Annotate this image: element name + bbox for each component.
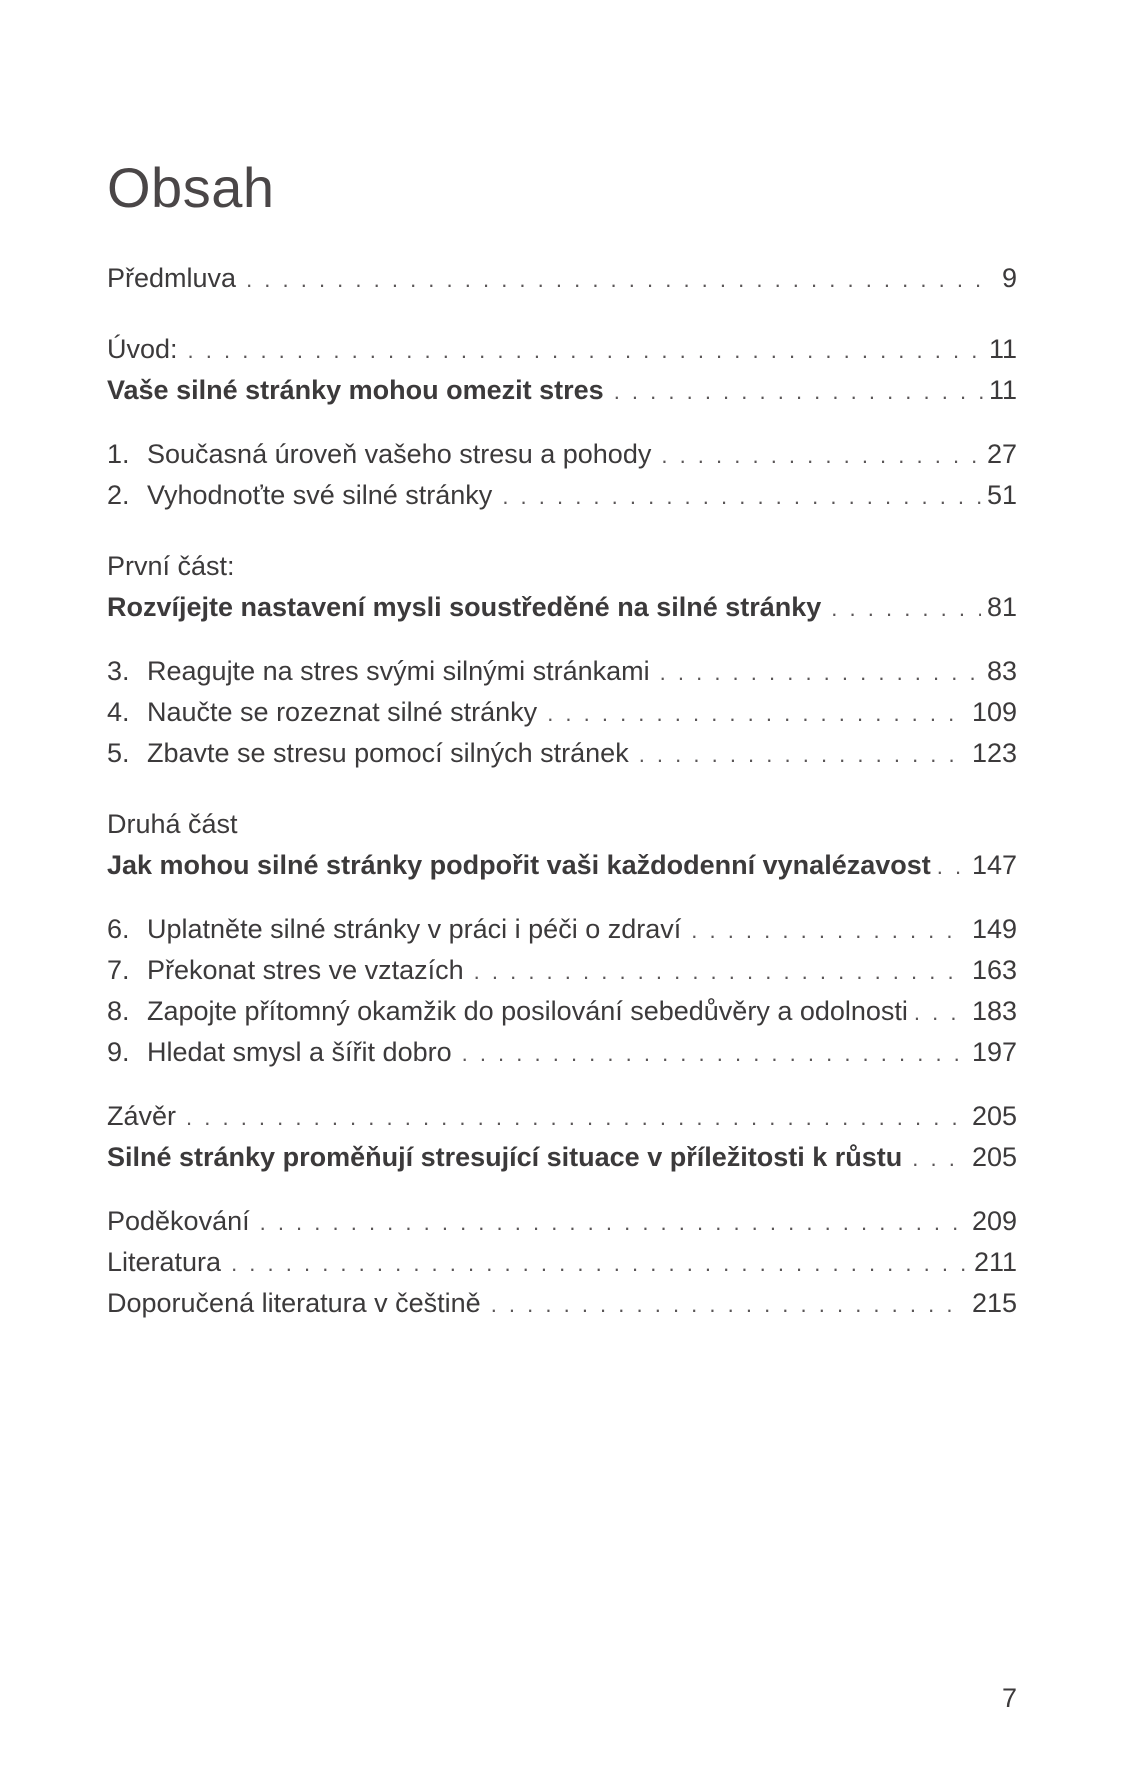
toc-entry-chapter-4[interactable] (107, 692, 1017, 733)
toc-label: Uplatněte silné stránky v práci i péči o zdraví (147, 914, 682, 944)
leader-dots (914, 992, 966, 1033)
leader-dots (186, 1097, 966, 1138)
leader-dots (491, 1284, 966, 1325)
toc-label: Rozvíjejte nastavení mysli soustředěné na silné stránky (107, 592, 822, 622)
toc-page-number: 123 (971, 738, 1017, 768)
toc-page-number: 11 (988, 375, 1017, 405)
toc-label: Jak mohou silné stránky podpořit vaši každodenní vynalézavost (107, 850, 931, 880)
toc-entry-literatura[interactable] (107, 1242, 1017, 1283)
toc-entry-chapter-7[interactable] (107, 950, 1017, 991)
leader-dots (547, 693, 966, 734)
toc-label: Současná úroveň vašeho stresu a pohody (147, 439, 652, 469)
toc-label: Doporučená literatura v češtině (107, 1288, 481, 1318)
toc-page-number: 215 (971, 1288, 1017, 1318)
leader-dots (639, 734, 966, 775)
leader-dots (660, 652, 981, 693)
toc-label: Hledat smysl a šířit dobro (147, 1037, 452, 1067)
toc-entry-doporucena-literatura[interactable] (107, 1283, 1017, 1324)
toc-page-number: 209 (971, 1206, 1017, 1236)
toc-page-number: 11 (988, 334, 1017, 364)
toc-label: Silné stránky proměňují stresující situace v příležitosti k růstu (107, 1142, 903, 1172)
toc-page-number: 205 (971, 1101, 1017, 1131)
toc-page-number: 211 (973, 1247, 1017, 1277)
toc-entry-chapter-8[interactable] (107, 991, 1017, 1032)
toc-page-number: 9 (1001, 263, 1017, 293)
toc-label: Úvod: (107, 334, 178, 364)
toc-label: Závěr (107, 1101, 177, 1131)
page-title: Obsah (107, 156, 275, 219)
chapter-number: 3. (107, 656, 130, 686)
toc-label: Vyhodnoťte své silné stránky (147, 480, 493, 510)
leader-dots (260, 1202, 966, 1243)
toc-entry-uvod-title[interactable] (107, 370, 1017, 411)
toc-page-number: 51 (986, 480, 1017, 510)
toc-entry-zaver-heading[interactable] (107, 1096, 1017, 1137)
leader-dots (912, 1138, 966, 1179)
toc-page-number: 147 (971, 850, 1017, 880)
toc-label: Poděkování (107, 1206, 250, 1236)
chapter-number: 8. (107, 996, 130, 1026)
leader-dots (831, 588, 981, 629)
toc-label: Vaše silné stránky mohou omezit stres (107, 375, 604, 405)
toc-page-number: 81 (986, 592, 1017, 622)
toc-entry-chapter-1[interactable] (107, 434, 1017, 475)
toc-label: Zbavte se stresu pomocí silných stránek (147, 738, 629, 768)
toc-label: Naučte se rozeznat silné stránky (147, 697, 538, 727)
leader-dots (691, 910, 966, 951)
toc-entry-chapter-3[interactable] (107, 651, 1017, 692)
toc-page-number: 197 (971, 1037, 1017, 1067)
chapter-number: 9. (107, 1037, 130, 1067)
toc-entry-chapter-9[interactable] (107, 1032, 1017, 1073)
toc-label: Druhá část (107, 809, 238, 839)
leader-dots (246, 259, 983, 300)
leader-dots (188, 330, 983, 371)
toc-page-number: 83 (986, 656, 1017, 686)
toc-part-2-heading (107, 804, 1017, 845)
toc-label: Zapojte přítomný okamžik do posilování sebedůvěry a odolnosti (147, 996, 908, 1026)
toc-page-number: 163 (971, 955, 1017, 985)
toc-entry-podekovani[interactable] (107, 1201, 1017, 1242)
toc-entry-part-1-title[interactable] (107, 587, 1017, 628)
toc-entry-chapter-6[interactable] (107, 909, 1017, 950)
toc-entry-chapter-2[interactable] (107, 475, 1017, 516)
toc-page-number: 27 (986, 439, 1017, 469)
toc-entry-part-2-title[interactable] (107, 845, 1017, 886)
leader-dots (937, 846, 966, 887)
toc-page-number: 149 (971, 914, 1017, 944)
toc-entry-zaver-title[interactable] (107, 1137, 1017, 1178)
toc-page-number: 183 (971, 996, 1017, 1026)
toc-entry-uvod-heading[interactable] (107, 329, 1017, 370)
toc-page-number: 109 (971, 697, 1017, 727)
chapter-number: 7. (107, 955, 130, 985)
toc-label: Reagujte na stres svými silnými stránkami (147, 656, 650, 686)
chapter-number: 5. (107, 738, 130, 768)
page-number: 7 (1002, 1683, 1018, 1713)
leader-dots (661, 435, 981, 476)
toc-page-number: 205 (971, 1142, 1017, 1172)
leader-dots (462, 1033, 966, 1074)
toc-part-1-heading (107, 546, 1017, 587)
table-of-contents (107, 258, 1017, 1324)
toc-label: Překonat stres ve vztazích (147, 955, 464, 985)
toc-label: První část: (107, 551, 235, 581)
toc-label: Předmluva (107, 263, 237, 293)
toc-entry-predmluva[interactable] (107, 258, 1017, 299)
leader-dots (231, 1243, 968, 1284)
toc-entry-chapter-5[interactable] (107, 733, 1017, 774)
chapter-number: 6. (107, 914, 130, 944)
leader-dots (614, 371, 983, 412)
chapter-number: 4. (107, 697, 130, 727)
chapter-number: 1. (107, 439, 130, 469)
chapter-number: 2. (107, 480, 130, 510)
toc-label: Literatura (107, 1247, 222, 1277)
leader-dots (502, 476, 981, 517)
leader-dots (474, 951, 966, 992)
